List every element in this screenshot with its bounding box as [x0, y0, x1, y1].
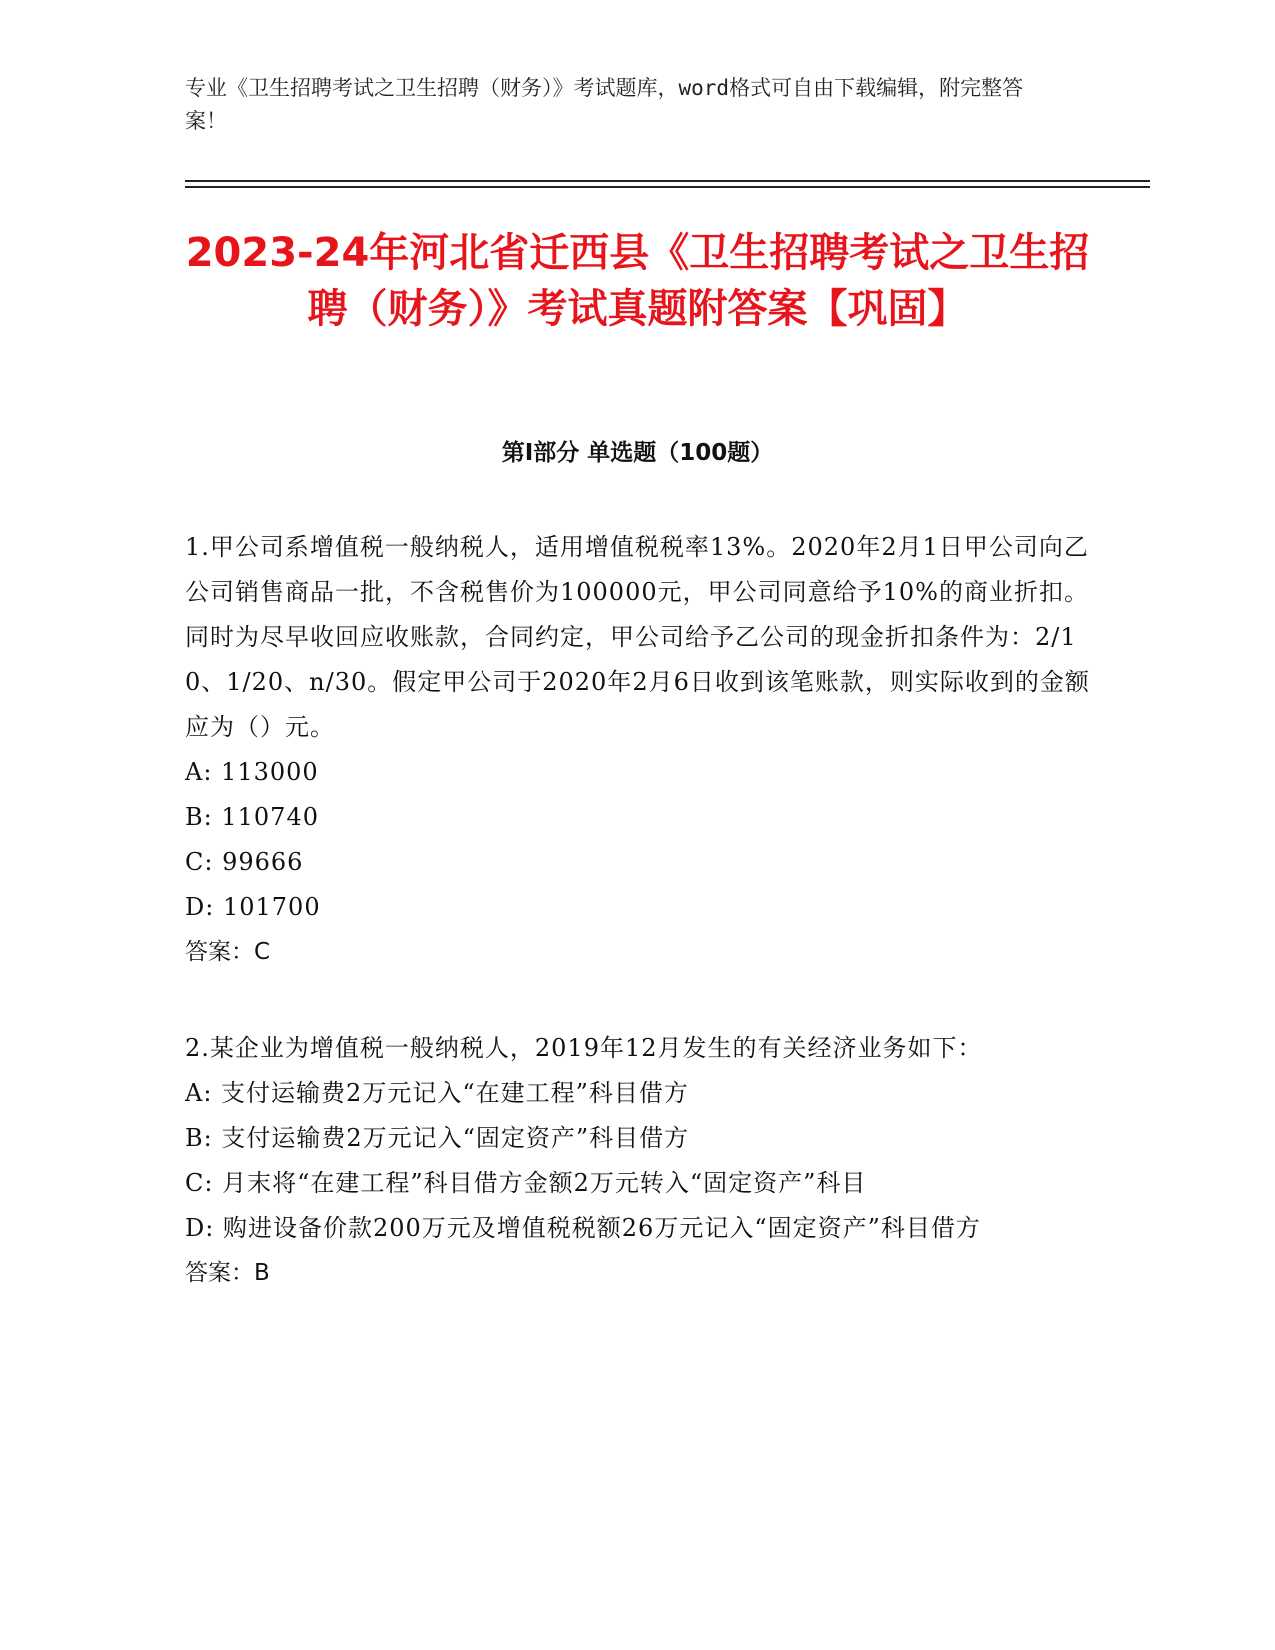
option-letter: D:	[185, 1214, 223, 1242]
header-rule-bottom	[185, 186, 1150, 188]
option-a	[185, 750, 1090, 795]
header-note: 专业《卫生招聘考试之卫生招聘（财务）》考试题库，word格式可自由下载编辑，附完整答案！	[185, 76, 1024, 133]
option-text: 购进设备价款200万元及增值税税额26万元记入“固定资产”科目借方	[222, 1214, 981, 1242]
option-text: 113000	[221, 758, 319, 786]
header-rule-top	[185, 180, 1150, 182]
option-letter: C:	[185, 1169, 223, 1197]
option-text: 99666	[222, 848, 304, 876]
option-a	[185, 1071, 1090, 1116]
document-title: 2023-24年河北省迁西县《卫生招聘考试之卫生招聘（财务）》考试真题附答案【巩固】	[185, 230, 1090, 332]
option-text: 支付运输费2万元记入“固定资产”科目借方	[221, 1124, 690, 1152]
answer-line: 答案：C	[185, 939, 271, 965]
option-text: 支付运输费2万元记入“在建工程”科目借方	[221, 1079, 689, 1107]
option-text: 月末将“在建工程”科目借方金额2万元转入“固定资产”科目	[222, 1169, 867, 1197]
option-letter: A:	[185, 758, 222, 786]
option-text: 101700	[222, 893, 321, 921]
option-letter: B:	[185, 1124, 222, 1152]
option-letter: B:	[185, 803, 222, 831]
option-c	[185, 1161, 1090, 1206]
question-1	[185, 525, 1090, 975]
option-letter: D:	[185, 893, 223, 921]
option-letter: C:	[185, 848, 223, 876]
option-d	[185, 885, 1090, 930]
option-c	[185, 840, 1090, 885]
section-heading: 第I部分 单选题（100题）	[501, 440, 774, 466]
question-stem: 1.甲公司系增值税一般纳税人，适用增值税税率13%。2020年2月1日甲公司向乙公司销售商品一批，不含税售价为100000元，甲公司同意给予10%的商业折扣。同时为尽早收回应收账款，合同约定，甲公司给予乙公司的现金折扣条件为：2/10、1/20、n/30。假定甲公司于2020年2月6日收到该笔账款，则实际收到的金额应为（）元。	[185, 533, 1090, 741]
option-b	[185, 795, 1090, 840]
option-letter: A:	[185, 1079, 222, 1107]
question-2	[185, 1026, 1090, 1296]
answer-line: 答案：B	[185, 1260, 270, 1286]
option-d	[185, 1206, 1090, 1251]
option-text: 110740	[221, 803, 319, 831]
option-b	[185, 1116, 1090, 1161]
question-stem: 2.某企业为增值税一般纳税人，2019年12月发生的有关经济业务如下：	[185, 1034, 983, 1062]
